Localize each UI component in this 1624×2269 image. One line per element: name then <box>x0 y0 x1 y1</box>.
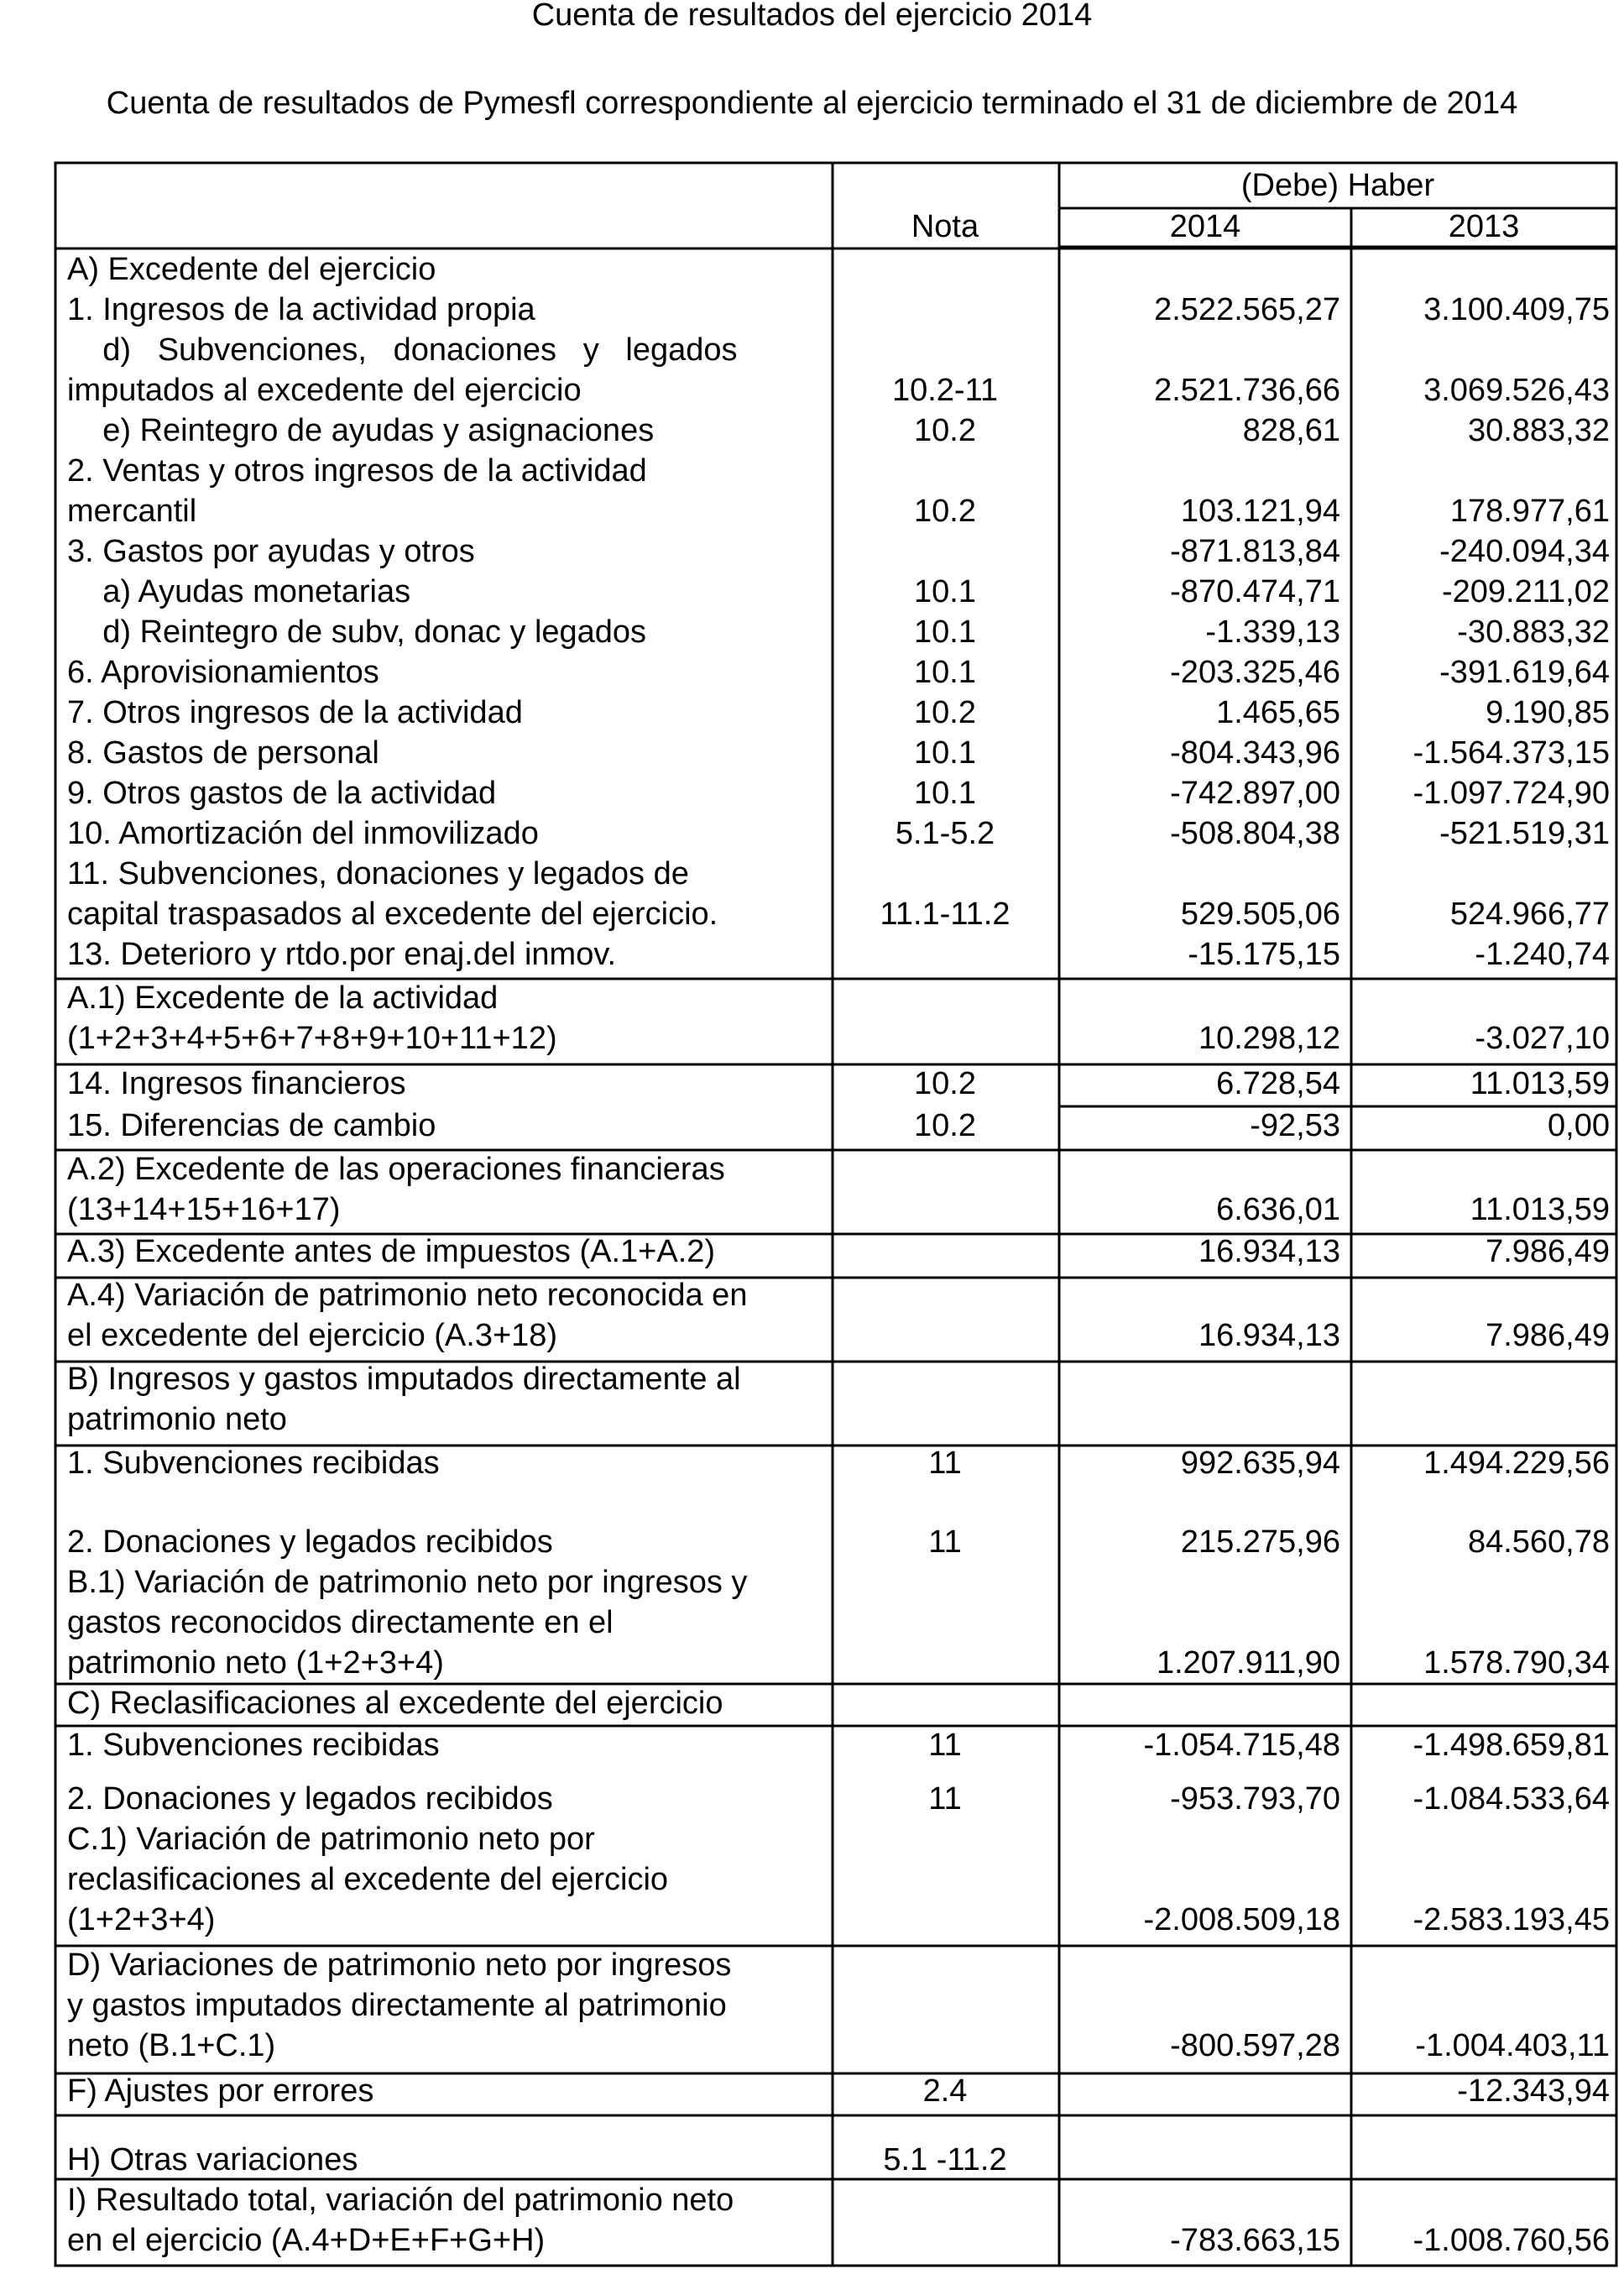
row-label: d) Subvenciones, donaciones y legados <box>67 332 738 368</box>
row-label: B.1) Variación de patrimonio neto por ingresos y <box>67 1565 748 1600</box>
row-nota: 11 <box>928 1524 962 1560</box>
row-value-2013: 11.013,59 <box>1470 1192 1610 1227</box>
row-value-2013: -1.564.373,15 <box>1413 735 1610 771</box>
row-label: reclasificaciones al excedente del ejercicio <box>67 1862 669 1897</box>
row-label: 13. Deterioro y rtdo.por enaj.del inmov. <box>67 937 617 972</box>
row-value-2013: -1.004.403,11 <box>1415 2028 1610 2063</box>
row-label: e) Reintegro de ayudas y asignaciones <box>67 413 655 448</box>
row-nota: 10.2 <box>914 494 976 529</box>
row-label: 2. Ventas y otros ingresos de la actividad <box>67 453 647 489</box>
row-label: F) Ajustes por errores <box>67 2073 374 2109</box>
row-label: imputados al excedente del ejercicio <box>67 373 582 408</box>
row-nota: 10.1 <box>914 614 976 650</box>
row-value-2014: -1.054.715,48 <box>1143 1728 1340 1763</box>
row-label: 10. Amortización del inmovilizado <box>67 816 539 851</box>
row-label: 2. Donaciones y legados recibidos <box>67 1524 553 1560</box>
row-value-2014: -870.474,71 <box>1170 574 1340 609</box>
column-header-debe-haber: (Debe) Haber <box>1240 168 1435 203</box>
row-value-2013: -1.084.533,64 <box>1413 1781 1610 1817</box>
row-nota: 5.1 -11.2 <box>883 2142 1007 2178</box>
row-label: d) Reintegro de subv, donac y legados <box>67 614 647 650</box>
row-value-2014: -871.813,84 <box>1170 534 1340 569</box>
row-value-2014: -742.897,00 <box>1170 776 1340 811</box>
row-value-2014: -783.663,15 <box>1170 2223 1340 2258</box>
row-label: 2. Donaciones y legados recibidos <box>67 1781 553 1817</box>
row-label: A.2) Excedente de las operaciones financieras <box>67 1152 725 1187</box>
row-value-2013: -391.619,64 <box>1439 655 1610 690</box>
row-value-2013: -1.008.760,56 <box>1413 2223 1610 2258</box>
row-nota: 10.2 <box>914 1108 976 1143</box>
row-value-2013: 7.986,49 <box>1486 1234 1610 1269</box>
row-value-2014: 2.522.565,27 <box>1154 292 1340 327</box>
row-value-2014: 103.121,94 <box>1180 494 1340 529</box>
row-value-2013: 178.977,61 <box>1449 494 1610 529</box>
row-label: 1. Ingresos de la actividad propia <box>67 292 535 327</box>
row-value-2014: -2.008.509,18 <box>1143 1902 1340 1937</box>
row-nota: 10.2 <box>914 695 976 730</box>
row-value-2014: 1.465,65 <box>1216 695 1340 730</box>
row-value-2014: -953.793,70 <box>1170 1781 1340 1817</box>
row-label: a) Ayudas monetarias <box>67 574 411 609</box>
row-label: H) Otras variaciones <box>67 2142 358 2178</box>
row-value-2013: 1.494.229,56 <box>1423 1446 1610 1481</box>
row-nota: 10.2-11 <box>891 373 999 408</box>
row-value-2013: 3.069.526,43 <box>1423 373 1610 408</box>
row-value-2014: -800.597,28 <box>1170 2028 1340 2063</box>
row-nota: 10.1 <box>914 655 976 690</box>
row-value-2013: 3.100.409,75 <box>1423 292 1610 327</box>
row-nota: 2.4 <box>922 2073 968 2109</box>
row-value-2013: 1.578.790,34 <box>1423 1645 1610 1681</box>
row-nota: 10.1 <box>914 574 976 609</box>
row-label: (13+14+15+16+17) <box>67 1192 341 1227</box>
row-value-2014: -15.175,15 <box>1188 937 1340 972</box>
row-value-2014: 16.934,13 <box>1198 1234 1340 1269</box>
row-nota: 11 <box>928 1781 962 1817</box>
row-label: capital traspasados al excedente del ejercicio. <box>67 897 718 932</box>
row-label: el excedente del ejercicio (A.3+18) <box>67 1318 558 1353</box>
row-label: 3. Gastos por ayudas y otros <box>67 534 475 569</box>
row-nota: 11 <box>928 1446 962 1481</box>
row-label: 1. Subvenciones recibidas <box>67 1446 440 1481</box>
row-label: A) Excedente del ejercicio <box>67 252 436 287</box>
row-label: 1. Subvenciones recibidas <box>67 1728 440 1763</box>
row-label: (1+2+3+4+5+6+7+8+9+10+11+12) <box>67 1021 557 1056</box>
row-label: D) Variaciones de patrimonio neto por ingresos <box>67 1947 732 1983</box>
row-value-2014: 992.635,94 <box>1180 1446 1340 1481</box>
row-value-2014: -804.343,96 <box>1170 735 1340 771</box>
row-label: 14. Ingresos financieros <box>67 1066 406 1101</box>
row-value-2013: 9.190,85 <box>1486 695 1610 730</box>
document-title: Cuenta de resultados del ejercicio 2014 <box>531 0 1093 33</box>
row-label: A.1) Excedente de la actividad <box>67 980 499 1016</box>
row-label: 6. Aprovisionamientos <box>67 655 379 690</box>
row-value-2013: -3.027,10 <box>1475 1021 1610 1056</box>
row-value-2013: -1.240,74 <box>1475 937 1610 972</box>
row-value-2013: -30.883,32 <box>1457 614 1610 650</box>
row-value-2013: -1.498.659,81 <box>1413 1728 1610 1763</box>
row-value-2013: 524.966,77 <box>1449 897 1610 932</box>
row-value-2013: 0,00 <box>1548 1108 1610 1143</box>
row-nota: 10.1 <box>914 735 976 771</box>
row-label: C) Reclasificaciones al excedente del ejercicio <box>67 1686 723 1721</box>
row-value-2014: 10.298,12 <box>1198 1021 1340 1056</box>
row-label: C.1) Variación de patrimonio neto por <box>67 1822 595 1857</box>
row-value-2014: 6.636,01 <box>1216 1192 1340 1227</box>
row-label: 15. Diferencias de cambio <box>67 1108 436 1143</box>
row-value-2014: 2.521.736,66 <box>1154 373 1340 408</box>
row-value-2013: -240.094,34 <box>1439 534 1610 569</box>
column-header-2013: 2013 <box>1448 209 1520 244</box>
row-value-2013: 84.560,78 <box>1467 1524 1610 1560</box>
row-value-2014: 529.505,06 <box>1180 897 1340 932</box>
row-label: A.4) Variación de patrimonio neto reconocida en <box>67 1278 748 1313</box>
row-nota: 10.1 <box>914 776 976 811</box>
column-header-nota: Nota <box>911 209 979 244</box>
row-value-2013: 7.986,49 <box>1486 1318 1610 1353</box>
row-label: (1+2+3+4) <box>67 1902 216 1937</box>
row-value-2014: 1.207.911,90 <box>1156 1645 1340 1681</box>
row-value-2013: -521.519,31 <box>1439 816 1610 851</box>
row-label: 11. Subvenciones, donaciones y legados de <box>67 856 689 891</box>
row-value-2013: 11.013,59 <box>1470 1066 1610 1101</box>
row-value-2014: -203.325,46 <box>1170 655 1340 690</box>
row-label: B) Ingresos y gastos imputados directamente al <box>67 1362 741 1397</box>
row-label: patrimonio neto (1+2+3+4) <box>67 1645 444 1681</box>
document-subtitle: Cuenta de resultados de Pymesfl correspondiente al ejercicio terminado el 31 de diciembre de 2014 <box>106 86 1518 121</box>
row-label: gastos reconocidos directamente en el <box>67 1605 614 1640</box>
row-label: patrimonio neto <box>67 1402 287 1437</box>
row-label: mercantil <box>67 494 197 529</box>
row-nota: 5.1-5.2 <box>895 816 995 851</box>
row-value-2013: -1.097.724,90 <box>1413 776 1610 811</box>
row-value-2013: 30.883,32 <box>1467 413 1610 448</box>
row-label: en el ejercicio (A.4+D+E+F+G+H) <box>67 2223 546 2258</box>
row-label: 8. Gastos de personal <box>67 735 379 771</box>
row-value-2014: 6.728,54 <box>1216 1066 1340 1101</box>
row-value-2014: 215.275,96 <box>1180 1524 1340 1560</box>
column-header-2014: 2014 <box>1169 209 1241 244</box>
row-value-2014: 16.934,13 <box>1198 1318 1340 1353</box>
row-label: y gastos imputados directamente al patrimonio <box>67 1988 727 2023</box>
row-value-2014: -92,53 <box>1250 1108 1340 1143</box>
row-value-2014: -508.804,38 <box>1170 816 1340 851</box>
row-value-2014: -1.339,13 <box>1205 614 1340 650</box>
row-nota: 11.1-11.2 <box>880 897 1010 932</box>
row-label: I) Resultado total, variación del patrimonio neto <box>67 2183 734 2218</box>
row-nota: 10.2 <box>914 413 976 448</box>
row-nota: 11 <box>928 1728 962 1763</box>
row-value-2013: -209.211,02 <box>1441 574 1610 609</box>
row-value-2013: -2.583.193,45 <box>1413 1902 1610 1937</box>
row-value-2013: -12.343,94 <box>1457 2073 1610 2109</box>
row-nota: 10.2 <box>914 1066 976 1101</box>
row-label: 9. Otros gastos de la actividad <box>67 776 497 811</box>
row-value-2014: 828,61 <box>1242 413 1340 448</box>
row-label: A.3) Excedente antes de impuestos (A.1+A.2) <box>67 1234 716 1269</box>
row-label: 7. Otros ingresos de la actividad <box>67 695 523 730</box>
row-label: neto (B.1+C.1) <box>67 2028 276 2063</box>
